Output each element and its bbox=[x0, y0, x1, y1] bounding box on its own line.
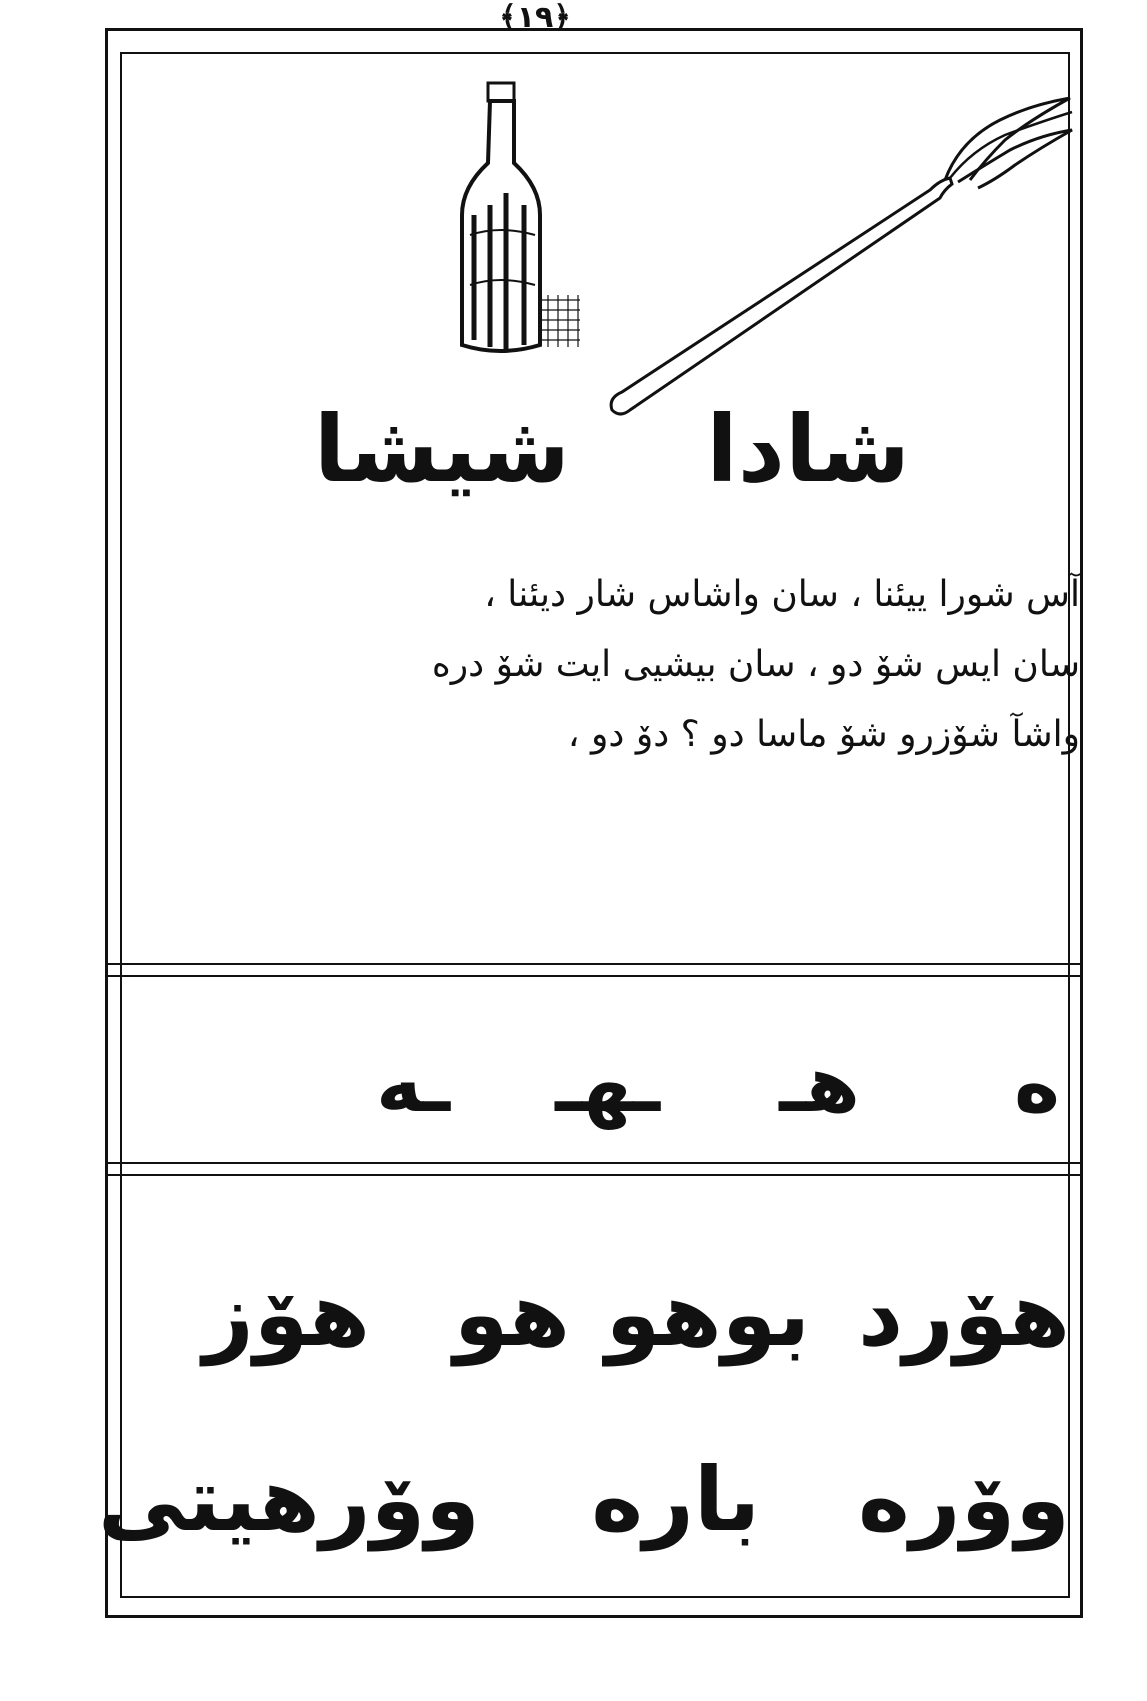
practice-word: هو bbox=[453, 1263, 570, 1366]
letter-form: هـ bbox=[779, 1040, 860, 1130]
practice-words-row bbox=[130, 1255, 1080, 1375]
title-word: شادا bbox=[706, 396, 910, 503]
section-divider bbox=[105, 1174, 1083, 1176]
paragraph-line: آس شورا ییئنا ، سان واشاس شار دیئنا ، bbox=[484, 574, 1080, 615]
practice-word: هۆرد bbox=[857, 1263, 1070, 1366]
paragraph-line: واشآ شۆزرو شۆ ماسا دو ؟ دۆ دو ، bbox=[567, 714, 1080, 755]
letter-forms-row bbox=[140, 1030, 1070, 1140]
bottle-icon bbox=[440, 75, 610, 365]
practice-word: هۆز bbox=[203, 1263, 370, 1366]
title-word: شيشا bbox=[313, 396, 570, 503]
section-divider bbox=[105, 975, 1083, 977]
fork-icon bbox=[600, 80, 1080, 425]
paragraph-line: سان ایس شۆ دو ، سان بیشیی ایت شۆ دره bbox=[431, 644, 1080, 685]
section-divider bbox=[105, 1162, 1083, 1164]
letter-form: ـه bbox=[376, 1040, 450, 1130]
page-number: ﴿١٩﴾ bbox=[499, 0, 571, 35]
practice-word: بوهو bbox=[605, 1263, 810, 1366]
section-divider bbox=[105, 963, 1083, 965]
title-words bbox=[160, 395, 910, 515]
practice-words-row bbox=[98, 1440, 1080, 1560]
letter-form: ـهـ bbox=[555, 1040, 660, 1130]
letter-form: ه bbox=[1013, 1040, 1060, 1130]
practice-word: وۆرهیتی bbox=[98, 1448, 480, 1551]
practice-word: باره bbox=[591, 1448, 760, 1551]
reading-paragraph bbox=[150, 560, 1080, 770]
practice-word: وۆره bbox=[857, 1448, 1070, 1551]
